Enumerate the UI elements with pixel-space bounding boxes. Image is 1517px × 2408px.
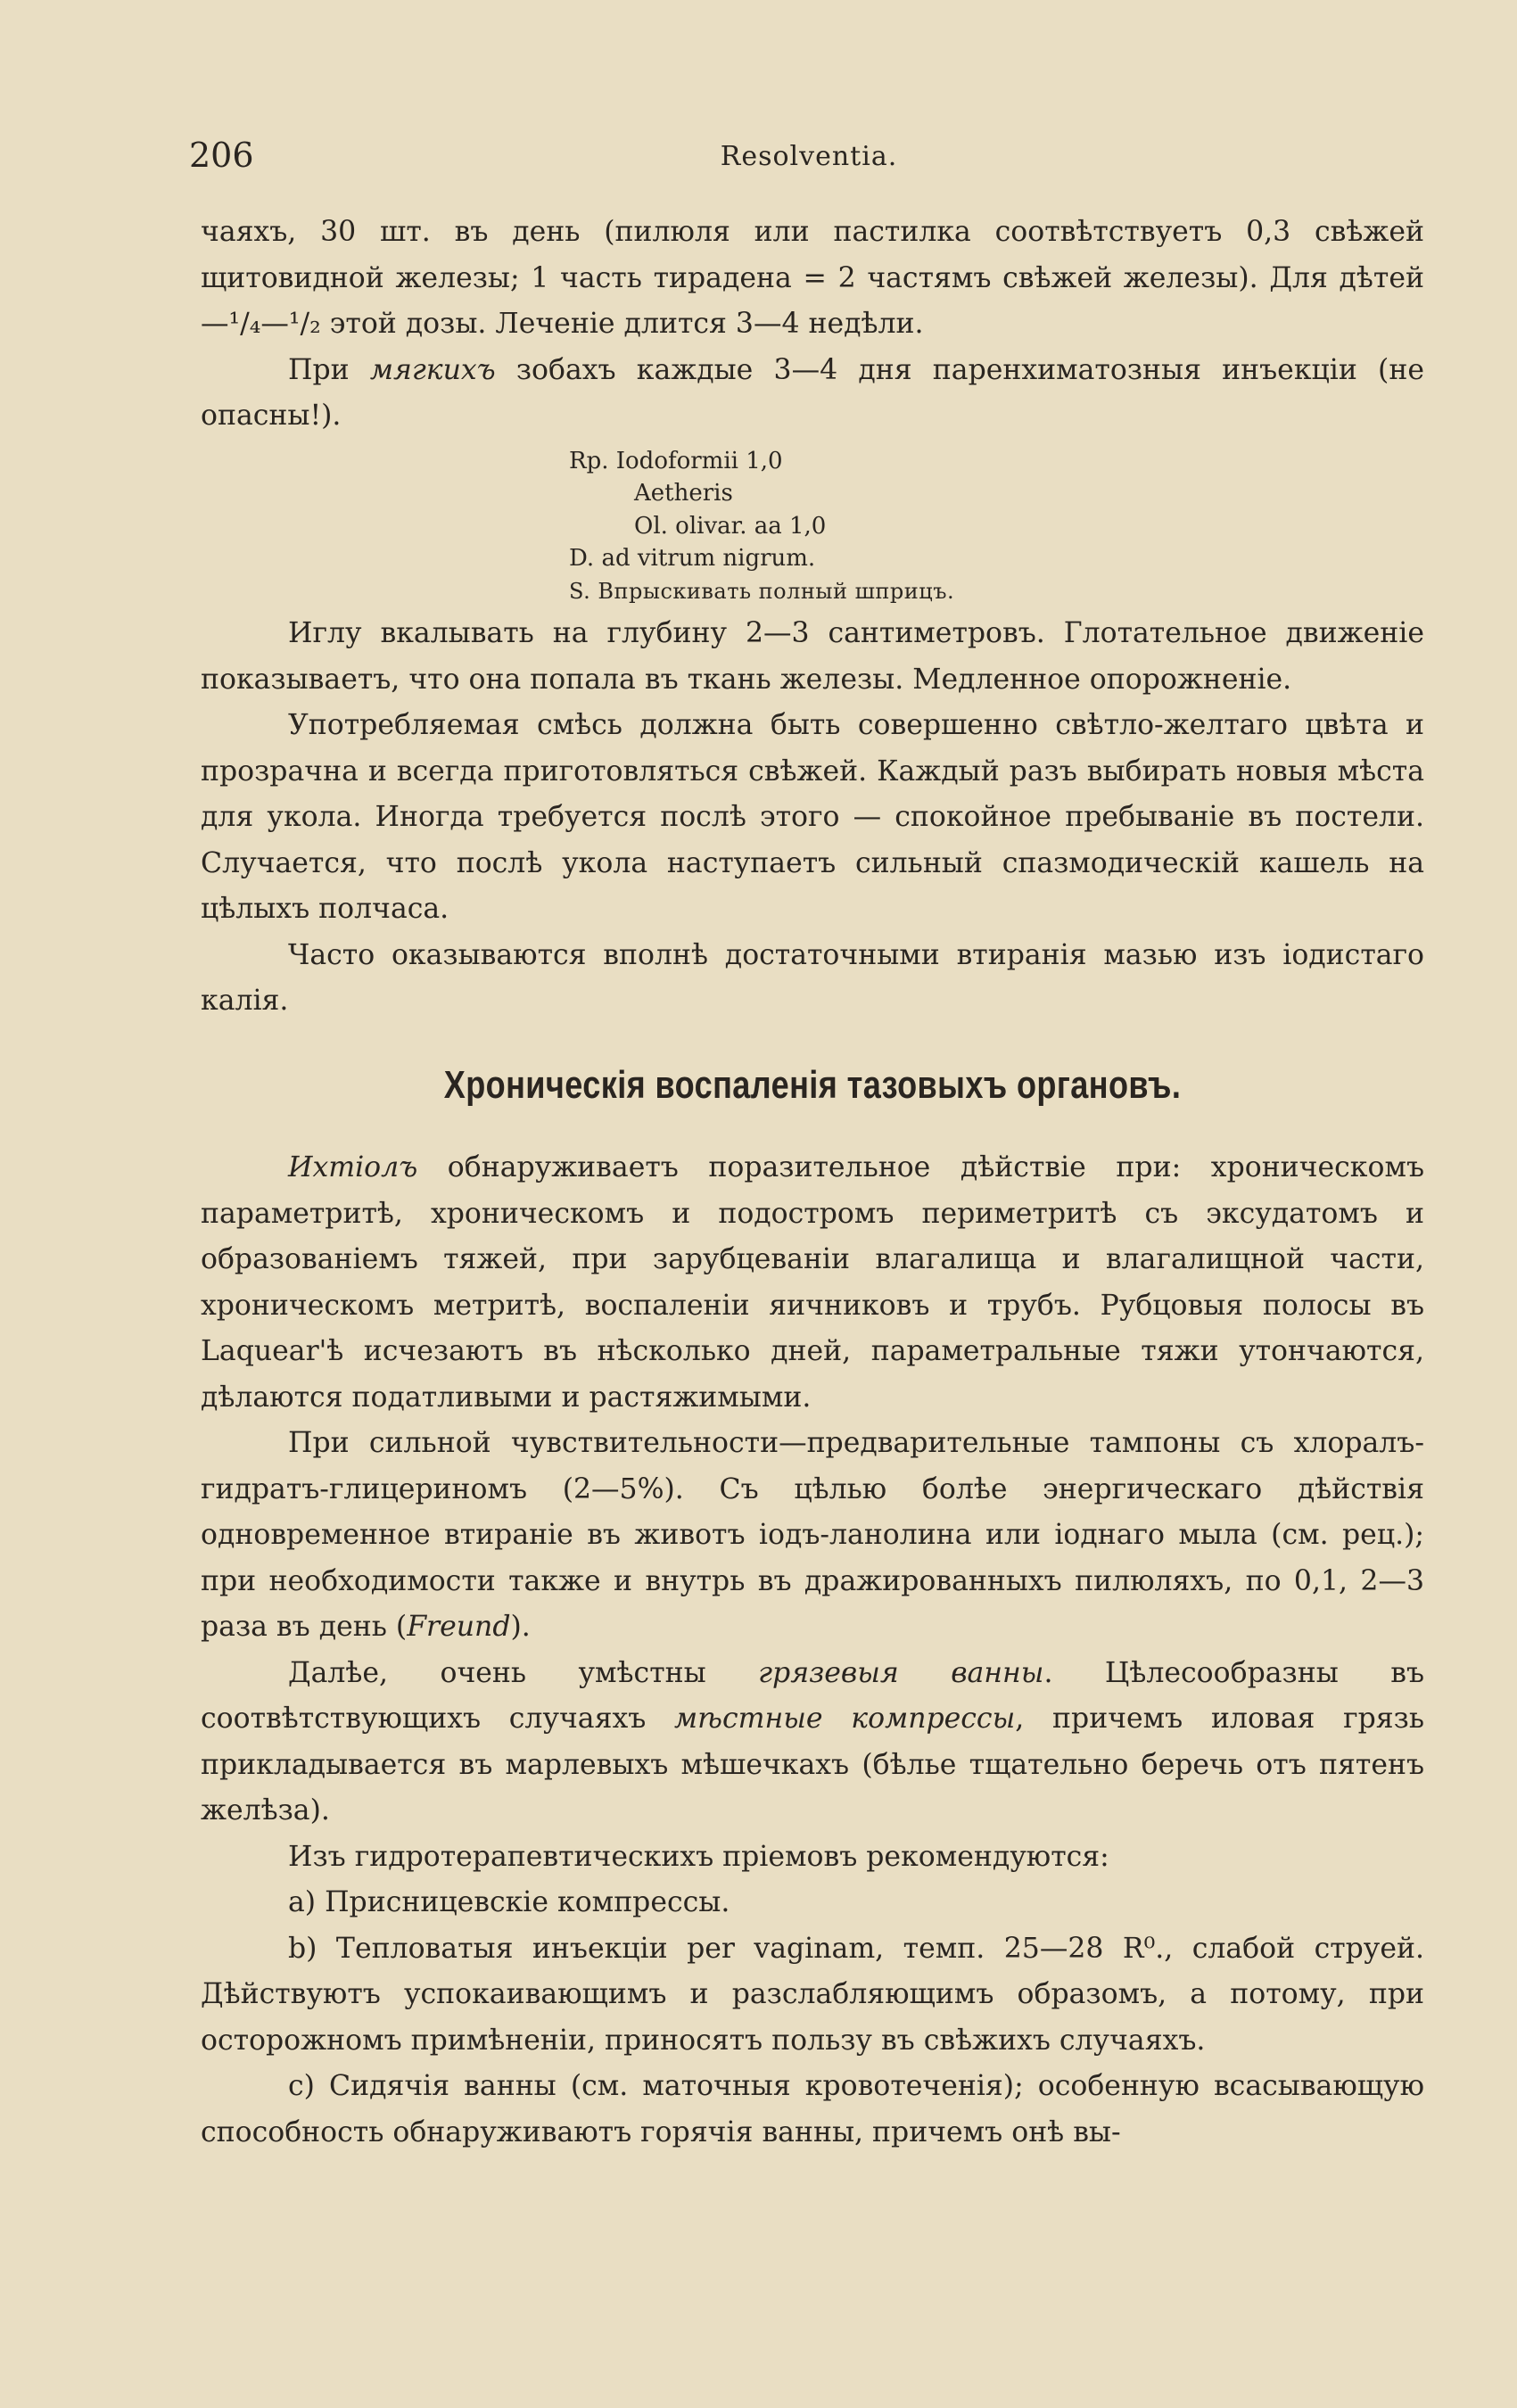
- recipe-line: D. ad vitrum nigrum.: [569, 545, 816, 572]
- paragraph: Часто оказываются вполнѣ достаточными втиранія мазью изъ іодистаго калія.: [201, 938, 1424, 1017]
- recipe-line: S. Впрыскивать полный шприцъ.: [569, 578, 955, 604]
- paragraph: чаяхъ, 30 шт. въ день (пилюля или пастилка соотвѣтствуетъ 0,3 свѣжей щитовидной железы; 1 часть тирадена = 2 частямъ свѣжей железы). Для дѣтей—¹/₄—¹/₂ этой дозы. Леченіе длится 3—4 недѣли.: [201, 216, 1424, 340]
- recipe-line: Aetheris: [634, 480, 733, 507]
- recipe-line: Ol. olivar. aa 1,0: [634, 512, 827, 540]
- page-body: [201, 210, 1424, 2156]
- list-item: a) Присницевскіе компрессы.: [288, 1886, 730, 1918]
- italic-term: мягкихъ: [369, 353, 496, 386]
- italic-term: мѣстные компрессы: [674, 1703, 1016, 1735]
- text: , причемъ иловая грязь прикладывается въ марлевыхъ мѣшечкахъ (бѣлье тщательно беречь отъ пятенъ желѣза).: [201, 1703, 1424, 1827]
- paragraph: [201, 1651, 1424, 1835]
- text: ).: [510, 1611, 531, 1643]
- paragraph: Иглу вкалывать на глубину 2—3 сантиметровъ. Глотательное движеніе показываетъ, что она попала въ ткань железы. Медленное опорожненіе.: [201, 617, 1424, 696]
- paragraph: Изъ гидротерапевтическихъ пріемовъ рекомендуются:: [288, 1840, 1109, 1873]
- text: . Цѣлесообразны въ соотвѣтствующихъ случаяхъ: [201, 1656, 1424, 1735]
- section-title: Хроническія воспаленія тазовыхъ органовъ.: [443, 1062, 1182, 1107]
- running-title: Resolventia.: [720, 141, 898, 172]
- page-number: 206: [189, 136, 254, 175]
- list-item: c) Сидячія ванны (см. маточныя кровотеченія); особенную всасывающую способность обнаруживаютъ горячія ванны, причемъ онѣ вы-: [201, 2070, 1424, 2148]
- prescription: [569, 445, 1424, 608]
- italic-term: Ихтіолъ: [288, 1151, 418, 1183]
- text: зобахъ каждые 3—4 дня паренхиматозныя инъекціи (не опасны!).: [201, 353, 1424, 432]
- text: При сильной чувствительности—предварительные тампоны съ хлоралъ-гидратъ-глицериномъ (2—5%). Съ цѣлью болѣе энергическаго дѣйствія одновременное втираніе въ животъ іодъ-ланолина или іоднаго мыла (см. рец.); при необходимости также и внутрь въ дражированныхъ пилюляхъ, по 0,1, 2—3 раза въ день (: [201, 1427, 1424, 1643]
- text: обнаруживаетъ поразительное дѣйствіе при: хроническомъ параметритѣ, хроническомъ и подостромъ периметритѣ съ эксудатомъ и образованіемъ тяжей, при зарубцеваніи влагалища и влагалищной части, хроническомъ метритѣ, воспаленіи яичниковъ и трубъ. Рубцовыя полосы въ Laquear'ѣ исчезаютъ въ нѣсколько дней, параметральные тяжи утончаются, дѣлаются податливыми и растяжимыми.: [201, 1151, 1424, 1414]
- italic-term: Freund: [407, 1611, 511, 1643]
- recipe-line: Rp. Iodoformii 1,0: [569, 447, 783, 474]
- italic-term: грязевыя ванны: [758, 1656, 1044, 1689]
- paragraph: Употребляемая смѣсь должна быть совершенно свѣтло-желтаго цвѣта и прозрачна и всегда приготовляться свѣжей. Каждый разъ выбирать новыя мѣста для укола. Иногда требуется послѣ этого — спокойное пребываніе въ постели. Случается, что послѣ укола наступаетъ сильный спазмодическій кашель на цѣлыхъ полчаса.: [201, 709, 1424, 925]
- page-header: [189, 136, 1429, 180]
- text: При: [288, 353, 370, 386]
- list-item: b) Тепловатыя инъекціи per vaginam, темп. 25—28 R⁰., слабой струей. Дѣйствуютъ успокаивающимъ и разслабляющимъ образомъ, а потому, при осторожномъ примѣненіи, приносятъ пользу въ свѣжихъ случаяхъ.: [201, 1932, 1424, 2057]
- paragraph: [201, 1421, 1424, 1651]
- paragraph: [201, 1145, 1424, 1421]
- text: Далѣе, очень умѣстны: [288, 1656, 759, 1689]
- paragraph: [201, 348, 1424, 440]
